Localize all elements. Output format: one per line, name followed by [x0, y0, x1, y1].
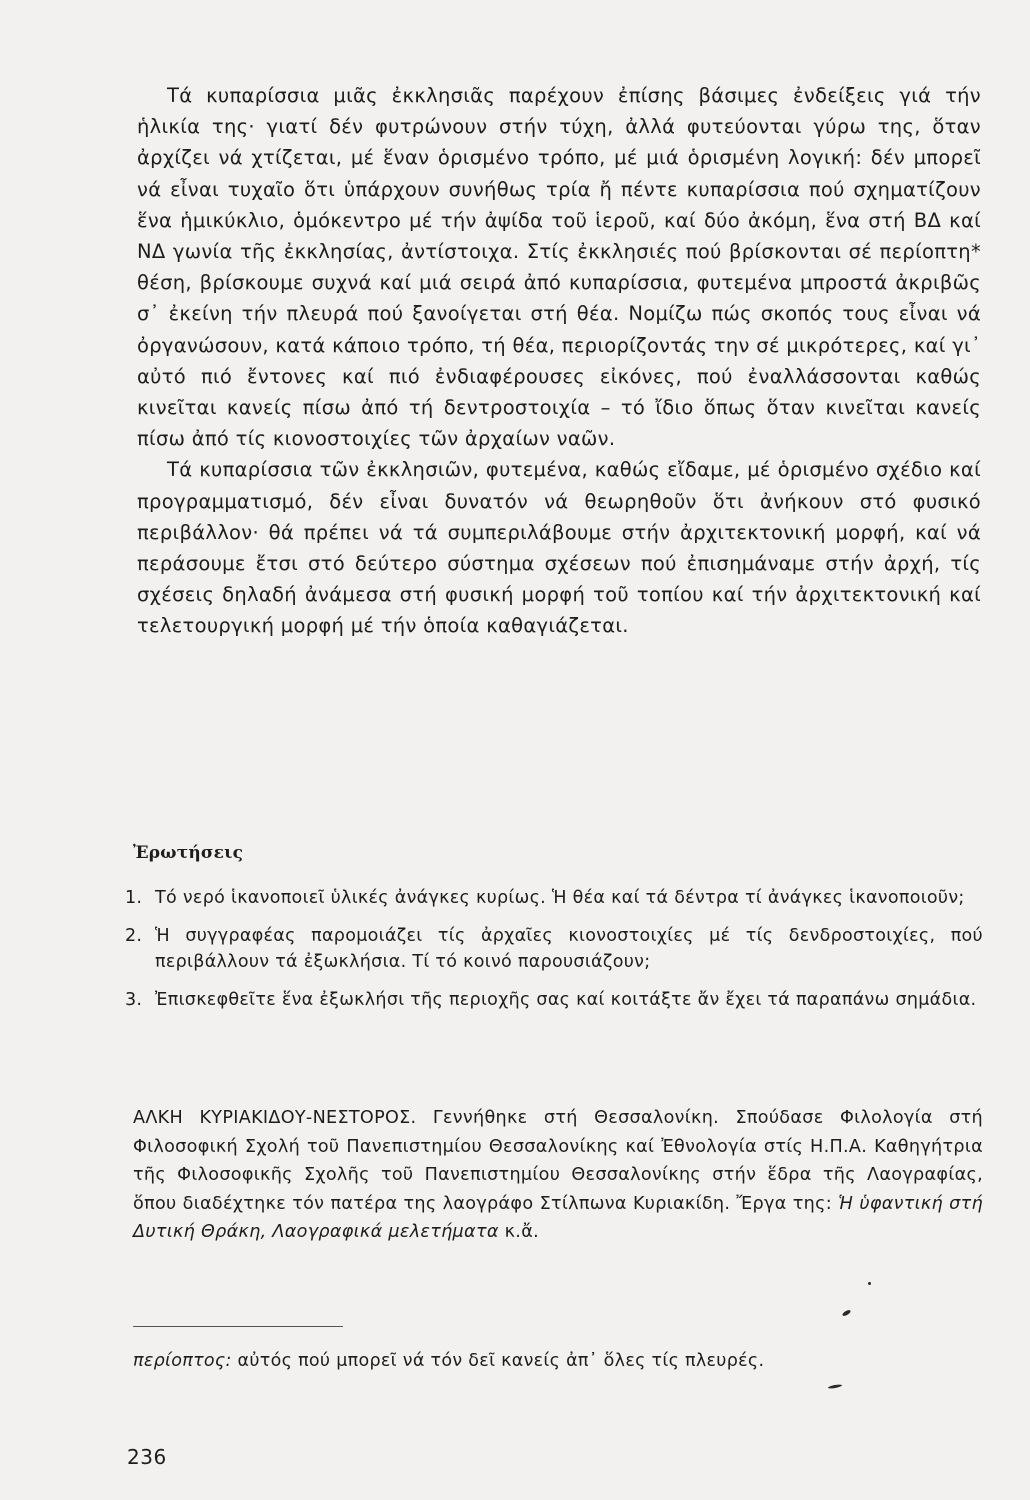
questions-list	[125, 885, 983, 1024]
question-text: Ἡ συγγραφέας παρομοιάζει τίς ἀρχαῖες κιονοστοιχίες μέ τίς δενδροστοιχίες, πού περιβάλλουν τά ἐξωκλήσια. Τί τό κοινό παρουσιάζουν;	[155, 925, 983, 972]
questions-heading: Ἐρωτήσεις	[133, 843, 244, 863]
question-number: 3.	[125, 989, 143, 1010]
question-number: 2.	[125, 925, 143, 946]
paragraph-1: Τά κυπαρίσσια μιᾶς ἐκκλησιᾶς παρέχουν ἐπίσης βάσιμες ἐνδείξεις γιά τήν ἡλικία της· γιατί δέν φυτρώνουν στήν τύχη, ἀλλά φυτεύονται γύρω της, ὅταν ἀρχίζει νά χτίζεται, μέ ἕναν ὁρισμένο τρόπο, μέ μιά ὁρισμένη λογική: δέν μπορεῖ νά εἶναι τυχαῖο ὅτι ὑπάρχουν συνήθως τρία ἤ πέντε κυπαρίσσια πού σχηματίζουν ἕνα ἡμικύκλιο, ὁμόκεντρο μέ τήν ἀψίδα τοῦ ἱεροῦ, καί δύο ἀκόμη, ἕνα στή ΒΔ καί ΝΔ γωνία τῆς ἐκκλησίας, ἀντίστοιχα. Στίς ἐκκλησιές πού βρίσκονται σέ περίοπτη* θέση, βρίσκουμε συχνά καί μιά σειρά ἀπό κυπαρίσσια, φυτεμένα μπροστά ἀκριβῶς σ᾽ ἐκείνη τήν πλευρά πού ξανοίγεται στή θέα. Νομίζω πώς σκοπός τους εἶναι νά ὀργανώσουν, κατά κάποιο τρόπο, τή θέα, περιορίζοντάς την σέ μικρότερες, καί γι᾽ αὐτό πιό ἔντονες καί πιό ἐνδιαφέρουσες εἰκόνες, πού ἐναλλάσσονται καθώς κινεῖται κανείς πίσω ἀπό τή δεντροστοιχία – τό ἴδιο ὅπως ὅταν κινεῖται κανείς πίσω ἀπό τίς κιονοστοιχίες τῶν ἀρχαίων ναῶν.	[137, 84, 981, 451]
ink-speck	[868, 1282, 871, 1285]
bio-text: ΑΛΚΗ ΚΥΡΙΑΚΙΔΟΥ-ΝΕΣΤΟΡΟΣ. Γεννήθηκε στή Θεσσαλονίκη. Σπούδασε Φιλολογία στή Φιλοσοφική Σχολή τοῦ Πανεπιστημίου Θεσσαλονίκης καί Ἐθνολογία στίς Η.Π.Α. Καθηγήτρια τῆς Φιλοσοφικῆς Σχολῆς τοῦ Πανεπιστημίου Θεσσαλονίκης στήν ἕδρα τῆς Λαογραφίας, ὅπου διαδέχτηκε τόν πατέρα της λαογράφο Στίλπωνα Κυριακίδη. Ἔργα της:	[133, 1108, 983, 1214]
paragraph-2: Τά κυπαρίσσια τῶν ἐκκλησιῶν, φυτεμένα, καθώς εἴδαμε, μέ ὁρισμένο σχέδιο καί προγραμματισμό, δέν εἶναι δυνατόν νά θεωρηθοῦν ὅτι ἀνήκουν στό φυσικό περιβάλλον· θά πρέπει νά τά συμπεριλάβουμε στήν ἀρχιτεκτονική μορφή, καί νά περάσουμε ἔτσι στό δεύτερο σύστημα σχέσεων πού ἐπισημάναμε στήν ἀρχή, τίς σχέσεις δηλαδή ἀνάμεσα στή φυσική μορφή τοῦ τοπίου καί τήν ἀρχιτεκτονική καί τελετουργική μορφή μέ τήν ὁποία καθαγιάζεται.	[137, 458, 981, 638]
question-item	[125, 923, 983, 976]
footnote	[133, 1348, 983, 1374]
main-text	[137, 80, 981, 642]
question-number: 1.	[125, 888, 143, 908]
page-number: 236	[127, 1445, 167, 1469]
footnote-definition: αὐτός πού μπορεῖ νά τόν δεῖ κανείς ἀπ᾽ ὅλες τίς πλευρές.	[231, 1351, 765, 1371]
question-text: Τό νερό ἱκανοποιεῖ ὑλικές ἀνάγκες κυρίως. Ἡ θέα καί τά δέντρα τί ἀνάγκες ἱκανοποιοῦν;	[155, 888, 965, 908]
question-text: Ἐπισκεφθεῖτε ἕνα ἐξωκλήσι τῆς περιοχῆς σας καί κοιτάξτε ἄν ἔχει τά παραπάνω σημάδια.	[155, 989, 977, 1010]
footnote-divider	[133, 1326, 343, 1327]
question-item	[125, 987, 983, 1014]
bio-works: Ἡ ὑφαντική στή Δυτική Θράκη, Λαογραφικά μελετήματα	[133, 1193, 983, 1242]
question-item	[125, 885, 983, 912]
author-bio	[133, 1104, 983, 1247]
bio-tail: κ.ἄ.	[498, 1222, 539, 1242]
ink-speck	[828, 1384, 842, 1389]
footnote-term: περίοπτος:	[133, 1351, 232, 1371]
ink-speck	[842, 1309, 852, 1317]
